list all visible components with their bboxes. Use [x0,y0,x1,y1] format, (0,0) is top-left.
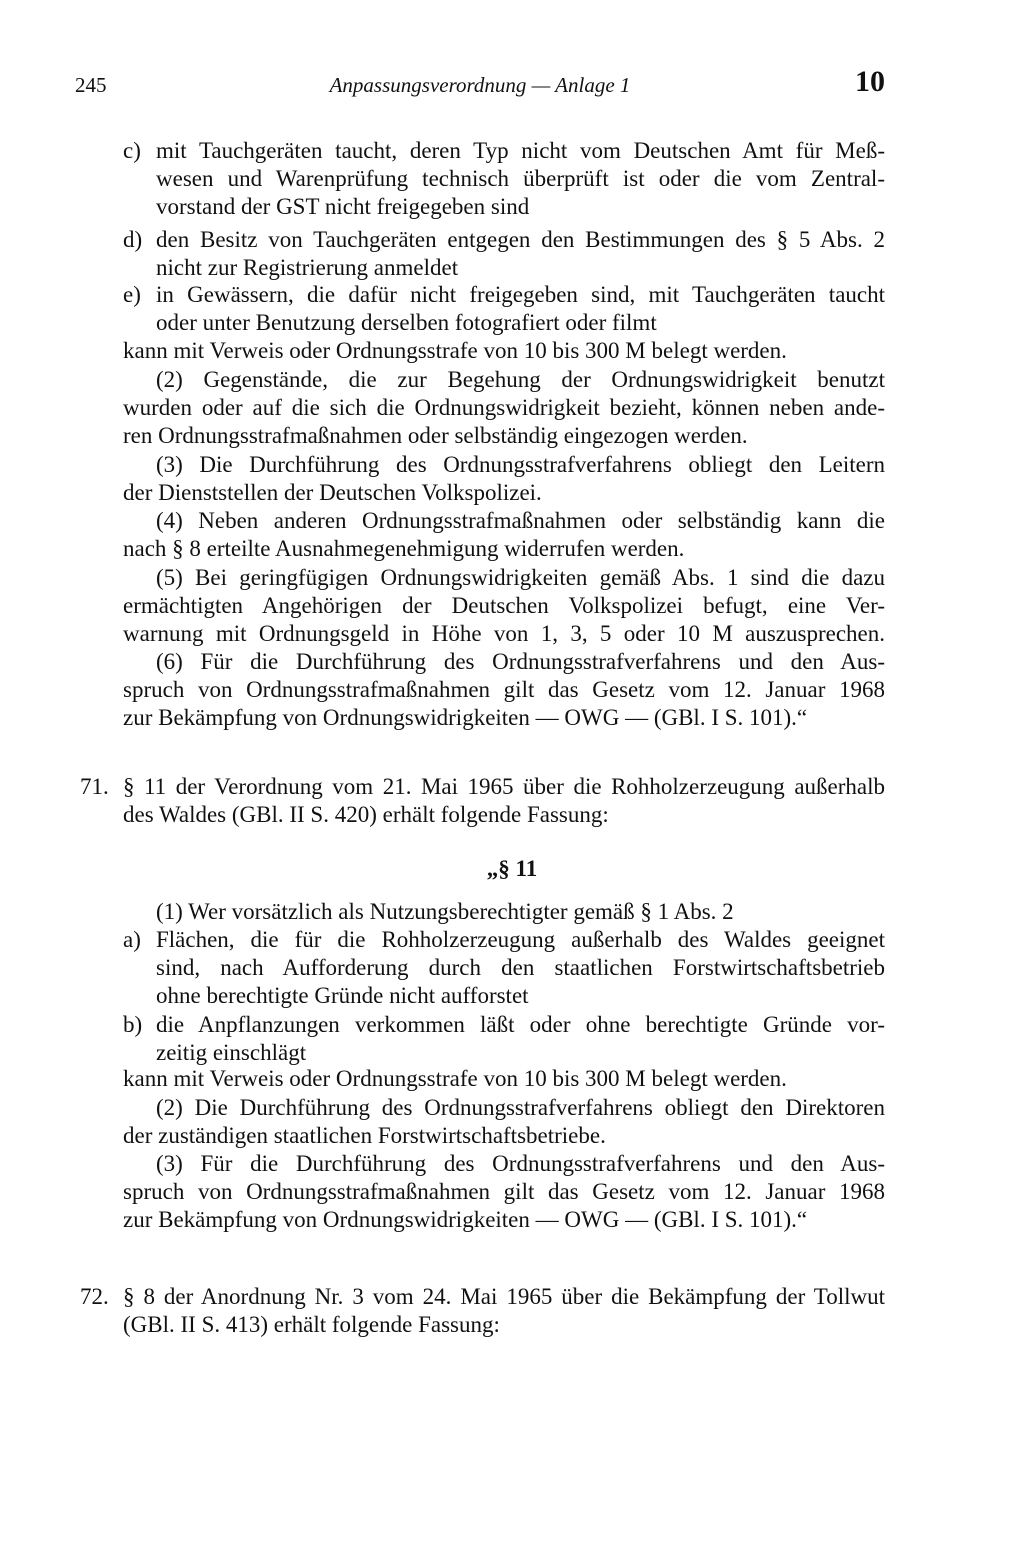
text-line: spruch von Ordnungsstrafmaßnahmen gilt das Gesetz vom 12. Januar 1968 [123,1179,885,1204]
text-line: mit Tauchgeräten taucht, deren Typ nicht vom Deutschen Amt für Meß- [156,138,885,163]
text-line: (1) Wer vorsätzlich als Nutzungsberechtigter gemäß § 1 Abs. 2 [156,899,734,924]
section-heading: „§ 11 [486,856,538,881]
text-line: des Waldes (GBl. II S. 420) erhält folgende Fassung: [123,802,609,827]
paragraph-4 [123,507,885,563]
page-number: 245 [75,73,107,97]
text-line: kann mit Verweis oder Ordnungsstrafe von 10 bis 300 M belegt werden. [123,338,787,363]
paragraph-5 [123,564,885,648]
text-line: Flächen, die für die Rohholzerzeugung außerhalb des Waldes geeignet [156,927,885,952]
list-marker-b: b) [123,1012,143,1037]
paragraph-6 [123,648,885,732]
item-number-72: 72. [80,1284,109,1309]
text-line: (GBl. II S. 413) erhält folgende Fassung: [123,1312,500,1337]
list-marker-e: e) [123,282,141,307]
text-line: zur Bekämpfung von Ordnungswidrigkeiten — OWG — (GBl. I S. 101).“ [123,1207,808,1232]
text-line: den Besitz von Tauchgeräten entgegen den Bestimmungen des § 5 Abs. 2 [156,227,885,252]
text-line: wesen und Warenprüfung technisch überprüft ist oder die vom Zentral- [156,166,885,191]
text-line: § 8 der Anordnung Nr. 3 vom 24. Mai 1965 über die Bekämpfung der Tollwut [123,1284,885,1309]
text-line: zur Bekämpfung von Ordnungswidrigkeiten — OWG — (GBl. I S. 101).“ [123,705,808,730]
text-line: in Gewässern, die dafür nicht freigegeben sind, mit Tauchgeräten taucht [156,282,885,307]
item-71-intro [123,773,885,829]
text-line: (4) Neben anderen Ordnungsstrafmaßnahmen oder selbständig kann die [156,508,885,533]
list-marker-d: d) [123,227,143,252]
text-line: nach § 8 erteilte Ausnahmegenehmigung widerrufen werden. [123,536,685,561]
text-line: oder unter Benutzung derselben fotografiert oder filmt [156,310,657,335]
item-71-paragraph-2 [123,1094,885,1150]
list-item-d [156,226,885,282]
list-marker-a: a) [123,927,141,952]
text-line: (5) Bei geringfügigen Ordnungswidrigkeiten gemäß Abs. 1 sind die dazu [156,565,885,590]
text-line: ermächtigten Angehörigen der Deutschen Volkspolizei befugt, eine Ver- [123,593,885,618]
text-line: die Anpflanzungen verkommen läßt oder ohne berechtigte Gründe vor- [156,1012,885,1037]
text-line: ren Ordnungsstrafmaßnahmen oder selbständig eingezogen werden. [123,423,748,448]
text-line: nicht zur Registrierung anmeldet [156,255,459,280]
text-line: kann mit Verweis oder Ordnungsstrafe von 10 bis 300 M belegt werden. [123,1066,787,1091]
paragraph-3 [123,451,885,507]
text-line: spruch von Ordnungsstrafmaßnahmen gilt das Gesetz vom 12. Januar 1968 [123,677,885,702]
running-title: Anpassungsverordnung — Anlage 1 [329,73,631,97]
item-71-penalty [123,1065,885,1093]
list-marker-c: c) [123,138,141,163]
text-line: (3) Die Durchführung des Ordnungsstrafverfahrens obliegt den Leitern [156,452,885,477]
item-71-paragraph-1 [123,898,885,926]
text-line: der Dienststellen der Deutschen Volkspolizei. [123,480,542,505]
text-line: (2) Die Durchführung des Ordnungsstrafverfahrens obliegt den Direktoren [156,1095,885,1120]
list-item-e [156,281,885,337]
text-line: zeitig einschlägt [156,1040,307,1065]
text-line: ohne berechtigte Gründe nicht aufforstet [156,983,529,1008]
penalty-clause [123,337,885,365]
text-line: warnung mit Ordnungsgeld in Höhe von 1, 3, 5 oder 10 M auszusprechen. [123,621,885,646]
list-item-c [156,137,885,221]
text-line: wurden oder auf die sich die Ordnungswidrigkeit bezieht, können neben ande- [123,395,885,420]
item-number-71: 71. [80,774,109,799]
paragraph-2 [123,366,885,450]
text-line: (6) Für die Durchführung des Ordnungsstrafverfahrens und den Aus- [156,649,885,674]
text-line: vorstand der GST nicht freigegeben sind [156,194,530,219]
item-71-paragraph-3 [123,1150,885,1234]
page-header [75,65,885,105]
list-item-a [156,926,885,1010]
text-line: sind, nach Aufforderung durch den staatlichen Forstwirtschaftsbetrieb [156,955,885,980]
list-item-b [156,1011,885,1067]
text-line: (2) Gegenstände, die zur Begehung der Ordnungswidrigkeit benutzt [156,367,885,392]
item-72-intro [123,1283,885,1339]
text-line: der zuständigen staatlichen Forstwirtschaftsbetriebe. [123,1123,606,1148]
text-line: § 11 der Verordnung vom 21. Mai 1965 über die Rohholzerzeugung außerhalb [123,774,885,799]
section-number: 10 [855,65,885,98]
text-line: (3) Für die Durchführung des Ordnungsstrafverfahrens und den Aus- [156,1151,885,1176]
